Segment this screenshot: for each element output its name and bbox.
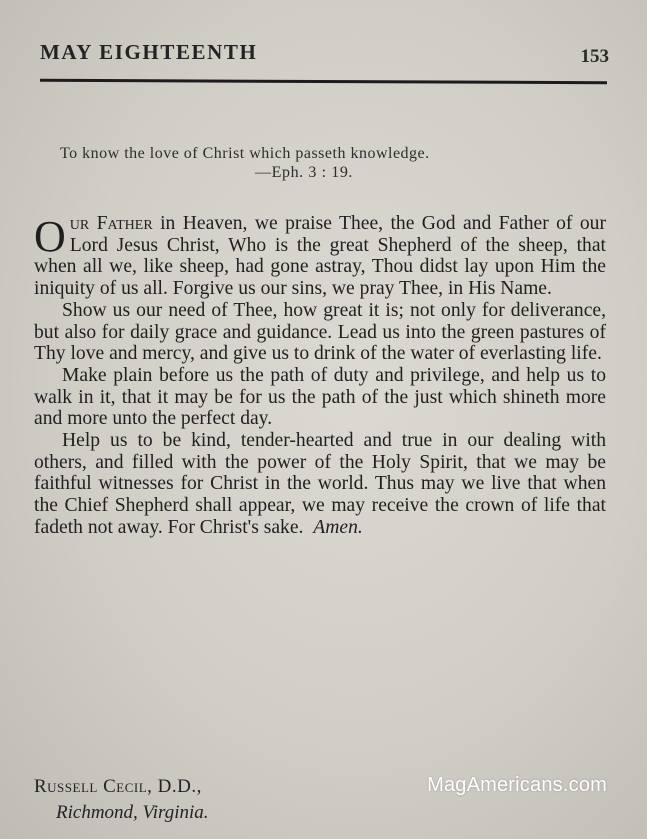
- prayer-paragraph-4: [34, 430, 606, 539]
- epigraph: [60, 145, 600, 182]
- prayer-paragraph-2: Show us our need of Thee, how great it is; not only for deliverance, but also for daily grace and guidance. Lead us into the green pastures of Thy love and mercy, and give us to drink of the water of everlasting life.: [34, 299, 606, 365]
- page-number: 153: [580, 46, 609, 67]
- page-header-title: MAY EIGHTEENTH: [40, 40, 258, 64]
- epigraph-reference: —Eph. 3 : 19.: [255, 164, 354, 181]
- prayer-paragraph-3: Make plain before us the path of duty and privilege, and help us to walk in it, that it may be for us the path of the just which shineth more and more unto the perfect day.: [34, 364, 606, 430]
- paragraph-1-text: in Heaven, we praise Thee, the God and Father of our Lord Jesus Christ, Who is the great Shepherd of the sheep, that when all we, like sheep, had gone astray, Thou didst lay upon Him the iniquity of us all. Forgive us our sins, we pray Thee, in His Name.: [34, 213, 606, 300]
- opening-words: ur Father: [69, 213, 153, 234]
- signature-block: [34, 774, 209, 826]
- watermark: MagAmericans.com: [427, 774, 607, 796]
- paragraph-4-text: Help us to be kind, tender-hearted and true in our dealing with others, and filled with the power of the Holy Spirit, that we may be faithful witnesses for Christ in the world. Thus may we live that when the Chief Shepherd shall appear, we may receive the crown of life that fadeth not away. For Christ's sake.: [34, 430, 606, 538]
- prayer-body: [34, 213, 606, 539]
- amen-text: Amen.: [313, 516, 363, 538]
- drop-cap: O: [34, 212, 66, 261]
- author-location: Richmond, Virginia.: [56, 802, 209, 823]
- author-name: Russell Cecil, D.D.,: [34, 776, 202, 797]
- epigraph-text: To know the love of Christ which passeth knowledge.: [60, 145, 430, 162]
- header-rule: [40, 79, 607, 84]
- prayer-paragraph-1: [34, 213, 606, 300]
